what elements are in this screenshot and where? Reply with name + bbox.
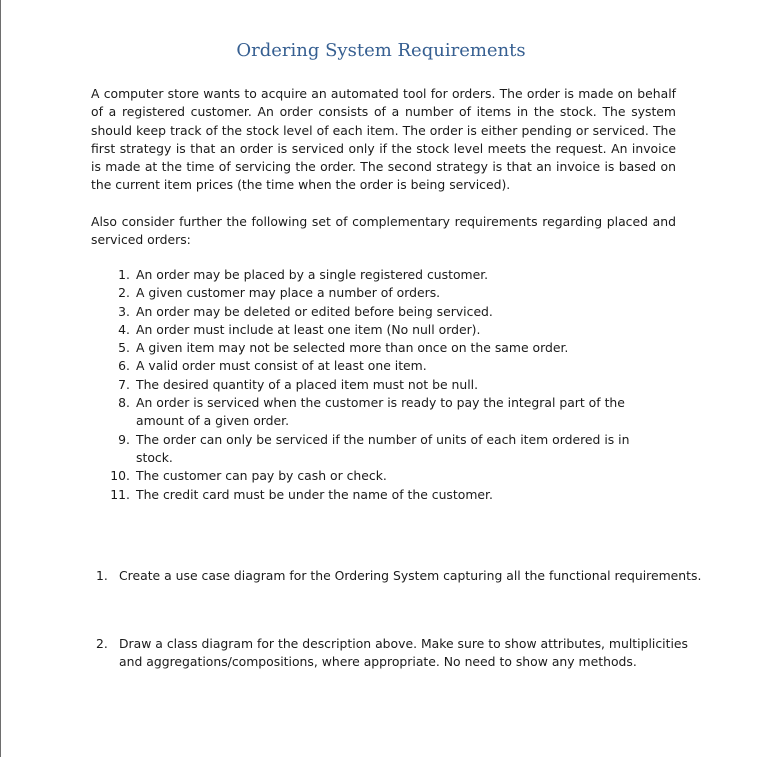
list-item xyxy=(110,321,670,339)
task-number: 2. xyxy=(96,636,108,651)
list-item-text: A given customer may place a number of orders. xyxy=(136,285,441,301)
list-item-number: 2. xyxy=(118,285,130,301)
list-item-text: The customer can pay by cash or check. xyxy=(136,468,387,484)
list-item xyxy=(110,284,670,302)
list-item-text: An order is serviced when the customer is ready to pay the integral part of the amount of a given order. xyxy=(136,395,625,429)
list-item xyxy=(110,303,670,321)
list-item-number: 6. xyxy=(118,358,130,374)
list-item-text: A valid order must consist of at least one item. xyxy=(136,358,427,374)
requirements-intro-paragraph: Also consider further the following set of complementary requirements regarding placed and serviced orders: xyxy=(91,214,676,248)
task-2 xyxy=(96,635,709,672)
list-item xyxy=(110,431,670,468)
list-item xyxy=(110,376,670,394)
list-item-number: 11. xyxy=(110,486,130,502)
list-item xyxy=(110,394,670,431)
list-item xyxy=(110,467,670,485)
requirements-list xyxy=(110,266,670,504)
list-item-text: The desired quantity of a placed item must not be null. xyxy=(136,376,479,392)
list-item-number: 3. xyxy=(118,303,130,319)
list-item-number: 10. xyxy=(110,468,130,484)
list-item-number: 1. xyxy=(118,267,130,282)
list-item-text: A given item may not be selected more than once on the same order. xyxy=(136,340,569,356)
list-item-number: 8. xyxy=(118,395,130,411)
list-item-number: 5. xyxy=(118,340,130,356)
document-title: Ordering System Requirements xyxy=(236,40,526,61)
task-text: Create a use case diagram for the Ordering System capturing all the functional requirements. xyxy=(119,568,702,583)
list-item-text: The order can only be serviced if the number of units of each item ordered is in stock. xyxy=(136,431,630,465)
task-number: 1. xyxy=(96,568,108,583)
list-item-text: An order must include at least one item (No null order). xyxy=(136,321,481,337)
intro-paragraph: A computer store wants to acquire an automated tool for orders. The order is made on behalf of a registered customer. An order consists of a number of items in the stock. The system should keep track of the stock level of each item. The order is either pending or serviced. The first strategy is that an order is serviced only if the stock level meets the request. An invoice is made at the time of servicing the order. The second strategy is that an invoice is based on the current item prices (the time when the order is being serviced). xyxy=(91,86,676,193)
list-item xyxy=(110,339,670,357)
list-item xyxy=(110,486,670,504)
list-item-text: An order may be placed by a single registered customer. xyxy=(136,267,489,282)
list-item-text: An order may be deleted or edited before being serviced. xyxy=(136,303,493,319)
list-item-number: 4. xyxy=(118,321,130,337)
page-edge-line xyxy=(0,0,1,757)
list-item-number: 7. xyxy=(118,376,130,392)
list-item-text: The credit card must be under the name of the customer. xyxy=(136,486,493,502)
list-item xyxy=(110,266,670,284)
task-text: Draw a class diagram for the description above. Make sure to show attributes, multiplicities and aggregations/compositions, where appropriate. No need to show any methods. xyxy=(119,636,688,670)
list-item-number: 9. xyxy=(118,431,130,447)
list-item xyxy=(110,357,670,375)
task-1 xyxy=(96,567,709,585)
